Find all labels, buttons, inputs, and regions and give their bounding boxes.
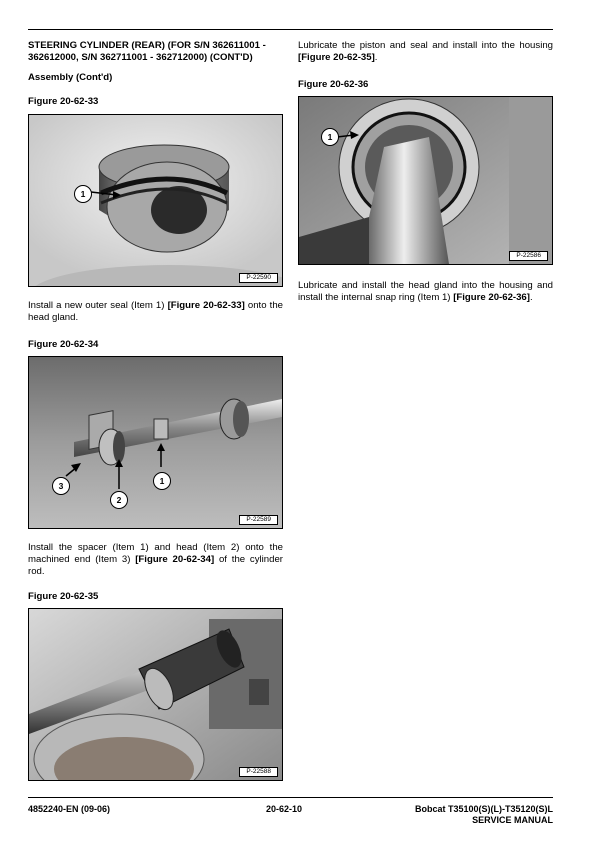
instruction-paragraph: Lubricate the piston and seal and install into the housing [Figure 20-62-35]. <box>298 40 553 63</box>
figure-reference: [Figure 20-62-34] <box>135 554 215 565</box>
figure-ref-code: P-22586 <box>509 251 548 261</box>
instruction-paragraph: Install a new outer seal (Item 1) [Figure 20-62-33] onto the head gland. <box>28 300 283 323</box>
footer-manual-title: SERVICE MANUAL <box>472 815 553 825</box>
figure-20-62-36 <box>298 96 553 265</box>
header-rule <box>28 29 553 30</box>
figure-reference: [Figure 20-62-36] <box>453 292 530 303</box>
figure-label: Figure 20-62-34 <box>28 339 99 350</box>
figure-20-62-34 <box>28 356 283 529</box>
figure-20-62-33 <box>28 114 283 287</box>
footer-product <box>380 804 553 826</box>
figure-ref-code: P-22588 <box>239 767 278 777</box>
figure-label: Figure 20-62-36 <box>298 79 369 90</box>
figure-20-62-35 <box>28 608 283 781</box>
piston-housing-photo <box>29 609 282 780</box>
figure-ref-code: P-22590 <box>239 273 278 283</box>
footer-doc-number: 4852240-EN (09-06) <box>28 804 111 814</box>
footer-rule <box>28 797 553 798</box>
instruction-paragraph: Lubricate and install the head gland into the housing and install the internal snap ring (Item 1) [Figure 20-62-36]. <box>298 280 553 303</box>
figure-reference: [Figure 20-62-33] <box>167 300 245 311</box>
footer-page-number: 20-62-10 <box>266 804 303 814</box>
callout-1: 1 <box>321 128 339 146</box>
callout-2: 2 <box>110 491 128 509</box>
section-subtitle: Assembly (Cont'd) <box>28 72 113 83</box>
page-title: STEERING CYLINDER (REAR) (FOR S/N 362611001 - 362612000, S/N 362711001 - 362712000) (CONT'D) <box>28 40 266 63</box>
figure-ref-code: P-22589 <box>239 515 278 525</box>
instruction-paragraph: Install the spacer (Item 1) and head (Item 2) onto the machined end (Item 3) [Figure 20-62-34] of the cylinder rod. <box>28 542 283 577</box>
figure-reference: [Figure 20-62-35] <box>298 52 375 63</box>
callout-1: 1 <box>74 185 92 203</box>
callout-3: 3 <box>52 477 70 495</box>
head-gland-photo <box>29 115 282 286</box>
figure-label: Figure 20-62-33 <box>28 96 99 107</box>
cylinder-rod-photo <box>29 357 282 528</box>
callout-1: 1 <box>153 472 171 490</box>
housing-snap-ring-photo <box>299 97 552 264</box>
footer-product-name: Bobcat T35100(S)(L)-T35120(S)L <box>414 804 553 814</box>
section-title <box>28 40 283 64</box>
figure-label: Figure 20-62-35 <box>28 591 99 602</box>
